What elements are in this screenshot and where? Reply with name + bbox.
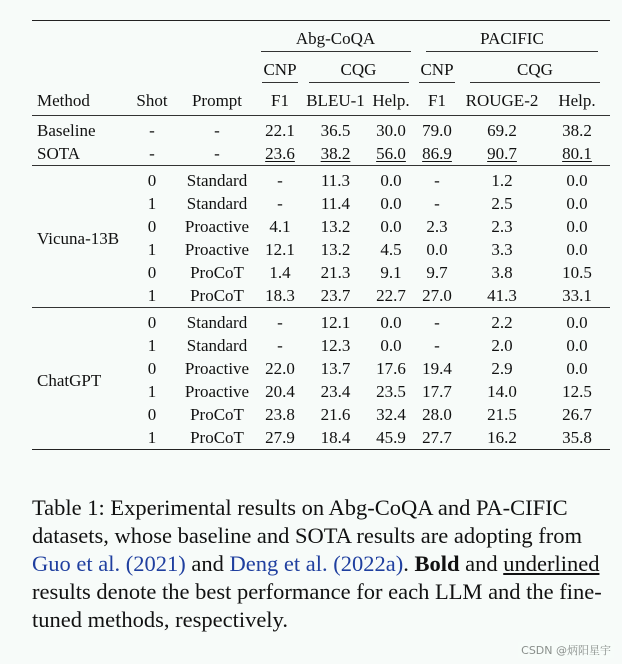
- prompt-cell: Proactive: [184, 382, 250, 401]
- value-cell: -: [277, 313, 283, 332]
- value-cell: 2.0: [491, 336, 513, 355]
- value-cell: 17.7: [422, 382, 452, 401]
- table-row: [32, 166, 610, 193]
- value-cell: 10.5: [562, 263, 592, 282]
- prompt-cell: Standard: [186, 171, 248, 190]
- prompt-cell: -: [214, 121, 220, 140]
- value-cell: 1.4: [269, 263, 291, 282]
- column-header: Help.: [558, 91, 596, 110]
- shot-cell: 0: [147, 171, 157, 190]
- value-cell: 0.0: [380, 336, 402, 355]
- value-cell: 0.0: [380, 313, 402, 332]
- value-cell: 0.0: [566, 194, 588, 213]
- value-cell: -: [434, 313, 440, 332]
- value-cell: 69.2: [487, 121, 517, 140]
- value-cell-bold: 23.4: [320, 382, 351, 401]
- value-cell: 21.3: [320, 263, 351, 282]
- value-cell: 1.2: [491, 171, 513, 190]
- value-cell: 0.0: [380, 171, 402, 190]
- value-cell: -: [434, 194, 440, 213]
- shot-cell: 1: [147, 240, 157, 259]
- value-cell: 2.3: [491, 217, 513, 236]
- value-cell-bold: 23.7: [320, 286, 351, 305]
- value-cell: 27.7: [422, 428, 452, 447]
- value-cell: 23.5: [376, 382, 406, 401]
- caption-text: Experimental results on Abg-CoQA and PA-CIFIC datasets, whose baseline and SOTA results are adopting from: [32, 495, 582, 548]
- prompt-cell: Proactive: [184, 240, 250, 259]
- value-cell-bold: 27.9: [265, 428, 295, 447]
- value-cell: 9.1: [380, 263, 402, 282]
- value-cell: 12.1: [265, 240, 295, 259]
- method-name: Vicuna-13B: [37, 228, 120, 248]
- value-cell: 14.0: [487, 382, 517, 401]
- value-cell: 30.0: [376, 121, 406, 140]
- value-cell: 16.2: [487, 428, 517, 447]
- prompt-cell: ProCoT: [190, 286, 244, 305]
- value-cell: 17.6: [376, 359, 406, 378]
- value-cell-underlined: 86.9: [422, 144, 452, 163]
- value-cell: 0.0: [566, 313, 588, 332]
- value-cell: 20.4: [265, 382, 295, 401]
- table-row: [32, 308, 610, 335]
- column-header: F1: [428, 91, 446, 110]
- value-cell: 36.5: [320, 121, 351, 140]
- value-cell: 13.2: [320, 217, 351, 236]
- value-cell-bold: 41.3: [487, 286, 517, 305]
- shot-cell: 0: [147, 263, 157, 282]
- value-cell: 18.4: [320, 428, 351, 447]
- value-cell: 0.0: [426, 240, 448, 259]
- method-name: Baseline: [37, 121, 96, 140]
- shot-cell: 0: [147, 405, 157, 424]
- value-cell-bold: 18.3: [265, 286, 295, 305]
- value-cell: 4.5: [380, 240, 402, 259]
- value-cell: -: [434, 171, 440, 190]
- value-cell: 22.0: [265, 359, 295, 378]
- shot-cell: 0: [147, 313, 157, 332]
- value-cell: 9.7: [426, 263, 448, 282]
- table-group-header-row: [32, 21, 610, 55]
- value-cell: 2.3: [426, 217, 448, 236]
- value-cell: 12.3: [320, 336, 351, 355]
- prompt-cell: Proactive: [184, 217, 250, 236]
- value-cell: 0.0: [380, 217, 402, 236]
- value-cell: 13.7: [320, 359, 351, 378]
- prompt-cell: -: [214, 144, 220, 163]
- value-cell: 22.1: [265, 121, 295, 140]
- shot-cell: 0: [147, 217, 157, 236]
- value-cell: 19.4: [422, 359, 452, 378]
- shot-cell: -: [149, 121, 155, 140]
- value-cell: 21.6: [320, 405, 351, 424]
- shot-cell: 1: [147, 286, 157, 305]
- value-cell-underlined: 80.1: [562, 144, 592, 163]
- caption-underlined-word: underlined: [503, 551, 600, 576]
- caption-text: and: [191, 551, 224, 576]
- value-cell: 0.0: [566, 240, 588, 259]
- prompt-cell: Standard: [186, 194, 248, 213]
- prompt-cell: Standard: [186, 313, 248, 332]
- prompt-cell: Proactive: [184, 359, 250, 378]
- shot-cell: 0: [147, 359, 157, 378]
- value-cell: 38.2: [562, 121, 592, 140]
- prompt-cell: ProCoT: [190, 405, 244, 424]
- column-header: BLEU-1: [306, 91, 365, 110]
- value-cell-underlined: 56.0: [376, 144, 406, 163]
- value-cell: 3.3: [491, 240, 513, 259]
- value-cell: 32.4: [376, 405, 406, 424]
- watermark: CSDN @炳阳星宇: [518, 642, 614, 658]
- value-cell: 3.8: [491, 263, 513, 282]
- prompt-cell: Standard: [186, 336, 248, 355]
- citation-link[interactable]: Deng et al. (2022a): [229, 551, 404, 576]
- shot-cell: 1: [147, 428, 157, 447]
- value-cell-bold: 28.0: [422, 405, 452, 424]
- value-cell: 12.5: [562, 382, 592, 401]
- value-cell: 4.1: [269, 217, 291, 236]
- group-header-pacific: PACIFIC: [414, 21, 610, 55]
- column-header: Help.: [372, 91, 410, 110]
- value-cell-underlined: 90.7: [487, 144, 517, 163]
- prompt-cell: ProCoT: [190, 428, 244, 447]
- value-cell-bold: 33.1: [562, 286, 592, 305]
- results-table-container: [32, 20, 610, 450]
- value-cell-bold: 27.0: [422, 286, 452, 305]
- caption-text: and: [465, 551, 498, 576]
- value-cell: -: [277, 336, 283, 355]
- column-header: Method: [37, 91, 90, 110]
- value-cell: 2.2: [491, 313, 513, 332]
- shot-cell: 1: [147, 382, 157, 401]
- value-cell-bold: 21.5: [487, 405, 517, 424]
- value-cell: 0.0: [566, 359, 588, 378]
- value-cell: -: [277, 194, 283, 213]
- column-header: Shot: [136, 91, 168, 110]
- caption-bold-word: Bold: [414, 551, 460, 576]
- subgroup-header: CNP: [414, 54, 460, 85]
- table-caption: Table 1: Experimental results on Abg-CoQA and PA-CIFIC datasets, whose baseline and SOTA results are adopting from Guo et al. (2021) and Deng et al. (2022a). Bold and underlined results denote the best performance for each LLM and the fine-tuned methods, respectively.: [32, 495, 602, 632]
- value-cell: 11.3: [320, 171, 351, 190]
- table-column-header-row: [32, 85, 610, 116]
- column-header: F1: [271, 91, 289, 110]
- caption-text: results denote the best performance for each LLM and the fine-tuned methods, respectively.: [32, 579, 602, 632]
- value-cell: 0.0: [380, 194, 402, 213]
- value-cell-underlined: 23.6: [265, 144, 295, 163]
- value-cell: 0.0: [566, 171, 588, 190]
- table-subgroup-header-row: [32, 54, 610, 85]
- table-row-baseline: [32, 116, 610, 143]
- value-cell: 0.0: [566, 217, 588, 236]
- value-cell-bold: 35.8: [562, 428, 592, 447]
- value-cell: 0.0: [566, 336, 588, 355]
- subgroup-header: CQG: [303, 54, 414, 85]
- value-cell-underlined: 38.2: [320, 144, 351, 163]
- value-cell-bold: 22.7: [376, 286, 406, 305]
- value-cell: 12.1: [320, 313, 351, 332]
- value-cell: 11.4: [320, 194, 351, 213]
- citation-link[interactable]: Guo et al. (2021): [32, 551, 186, 576]
- prompt-cell: ProCoT: [190, 263, 244, 282]
- value-cell: -: [434, 336, 440, 355]
- group-header-abg-coqa: Abg-CoQA: [257, 21, 414, 55]
- value-cell: 26.7: [562, 405, 592, 424]
- method-name: ChatGPT: [37, 370, 102, 390]
- column-header: Prompt: [191, 91, 243, 110]
- value-cell-bold: 45.9: [376, 428, 406, 447]
- shot-cell: -: [149, 144, 155, 163]
- subgroup-header: CNP: [257, 54, 303, 85]
- value-cell: -: [277, 171, 283, 190]
- results-table: [32, 20, 610, 450]
- table-row-sota: [32, 142, 610, 166]
- caption-label: Table 1:: [32, 495, 105, 520]
- value-cell: 79.0: [422, 121, 452, 140]
- value-cell: 2.5: [491, 194, 513, 213]
- value-cell: 13.2: [320, 240, 351, 259]
- value-cell: 23.8: [265, 405, 295, 424]
- shot-cell: 1: [147, 336, 157, 355]
- subgroup-header: CQG: [460, 54, 610, 85]
- value-cell: 2.9: [491, 359, 513, 378]
- column-header: ROUGE-2: [465, 91, 539, 110]
- method-name: SOTA: [37, 144, 81, 163]
- shot-cell: 1: [147, 194, 157, 213]
